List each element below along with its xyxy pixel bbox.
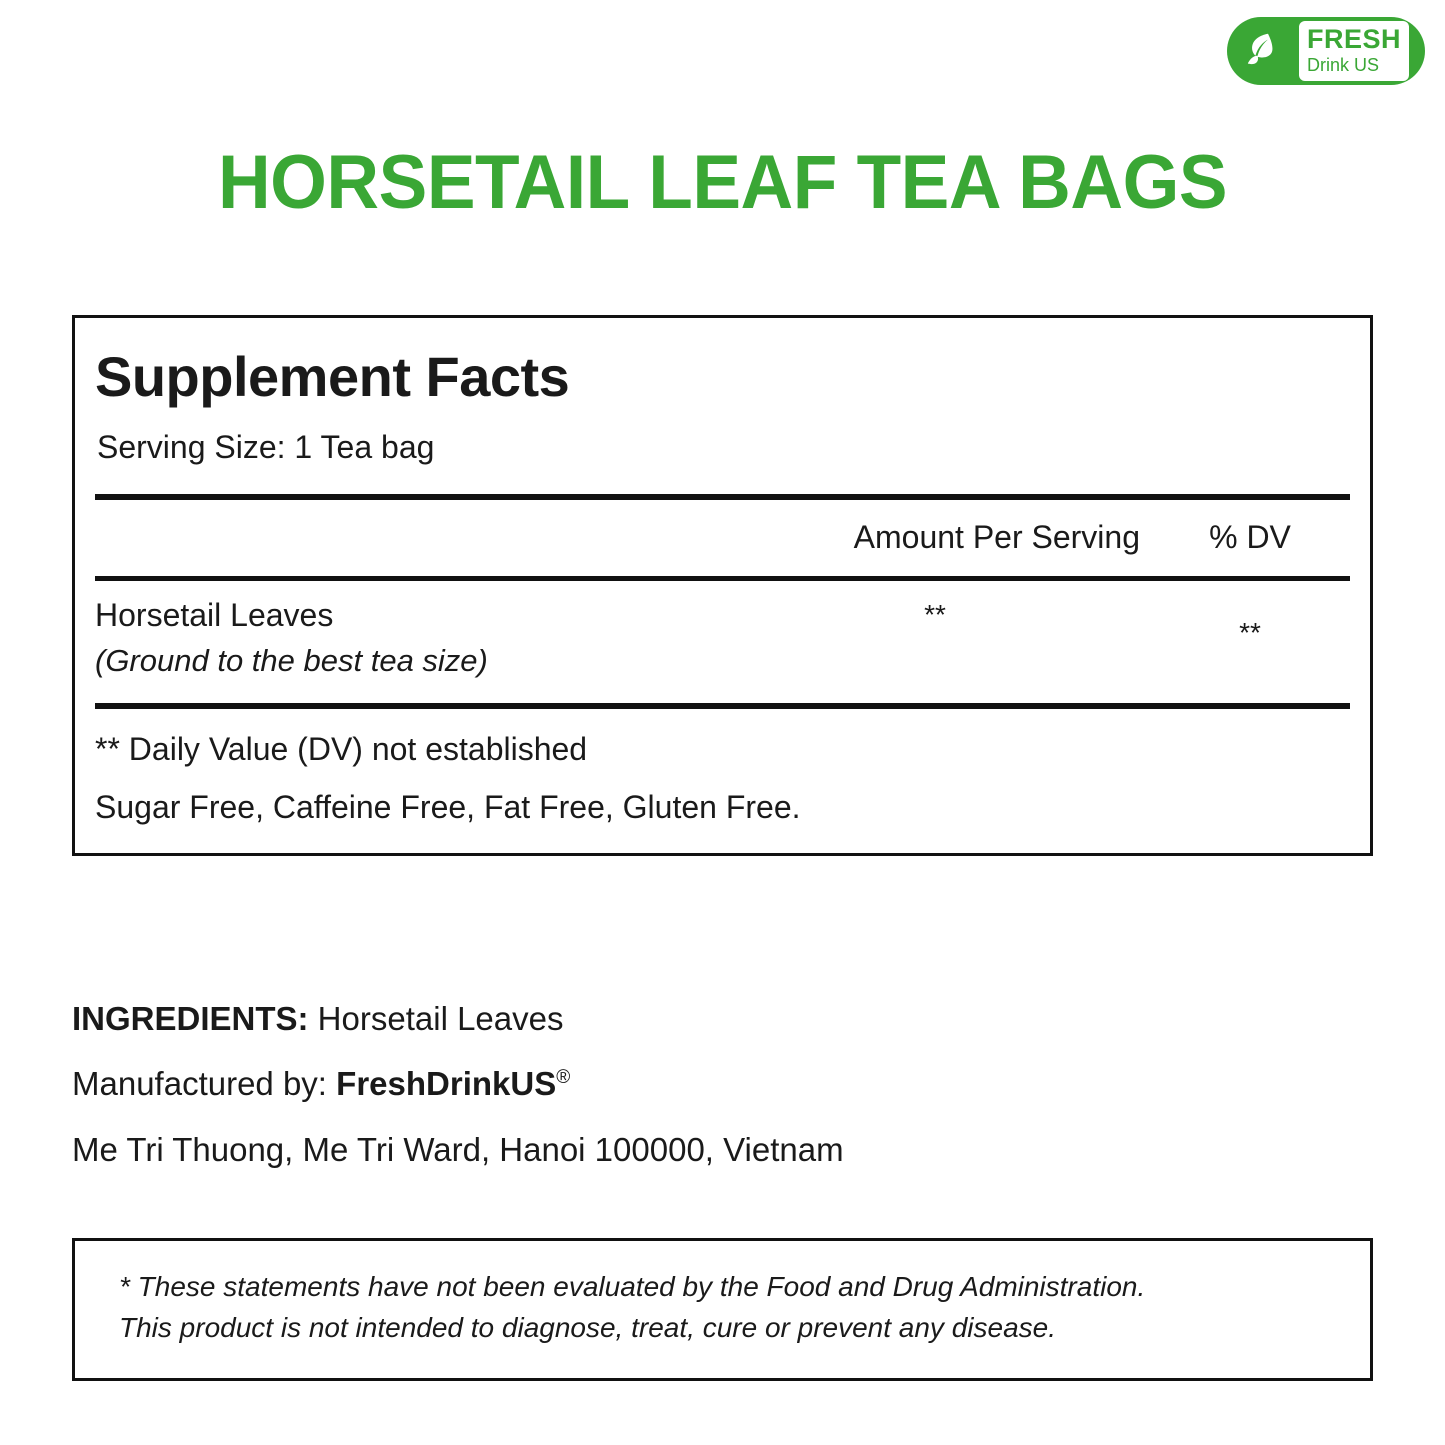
ingredients-line: [72, 998, 1382, 1039]
supplement-facts-heading: Supplement Facts: [95, 345, 570, 408]
product-info-block: [72, 998, 1382, 1194]
brand-wordmark: [1299, 21, 1409, 82]
nutrient-subtext: (Ground to the best tea size): [95, 642, 488, 678]
leaf-icon: [1245, 28, 1291, 74]
serving-size: Serving Size: 1 Tea bag: [97, 428, 435, 465]
ingredients-value: Horsetail Leaves: [308, 1000, 564, 1037]
nutrient-dv: **: [1239, 616, 1261, 648]
manufacturer-line: [72, 1063, 1382, 1104]
column-header-dv: % DV: [1209, 519, 1291, 556]
facts-table-header: [95, 500, 1350, 576]
brand-name-bottom: Drink US: [1307, 54, 1380, 75]
fda-disclaimer-box: [72, 1238, 1373, 1381]
divider-thick-bottom: [95, 703, 1350, 709]
brand-badge: [1227, 17, 1425, 85]
disclaimer-line-1: * These statements have not been evaluated by the Food and Drug Administration.: [119, 1271, 1146, 1302]
table-row: [95, 581, 1350, 693]
nutrient-amount: **: [924, 598, 946, 630]
registered-trademark-icon: ®: [556, 1067, 571, 1089]
brand-name-top: FRESH: [1307, 23, 1402, 54]
page-title: HORSETAIL LEAF TEA BAGS: [217, 140, 1228, 225]
ingredients-label: INGREDIENTS:: [72, 1000, 309, 1037]
nutrient-name-cell: [95, 595, 720, 681]
manufacturer-address: Me Tri Thuong, Me Tri Ward, Hanoi 100000, Vietnam: [72, 1130, 844, 1168]
manufacturer-name: FreshDrinkUS: [336, 1065, 557, 1103]
footnote-free-claims: Sugar Free, Caffeine Free, Fat Free, Gluten Free.: [95, 789, 801, 826]
disclaimer-line-2: This product is not intended to diagnose, treat, cure or prevent any disease.: [119, 1311, 1057, 1343]
manufactured-by-label: Manufactured by:: [72, 1065, 337, 1103]
column-header-amount: Amount Per Serving: [853, 519, 1140, 556]
supplement-facts-panel: [72, 315, 1373, 856]
footnote-daily-value: ** Daily Value (DV) not established: [95, 731, 588, 768]
nutrient-name: Horsetail Leaves: [95, 596, 334, 633]
